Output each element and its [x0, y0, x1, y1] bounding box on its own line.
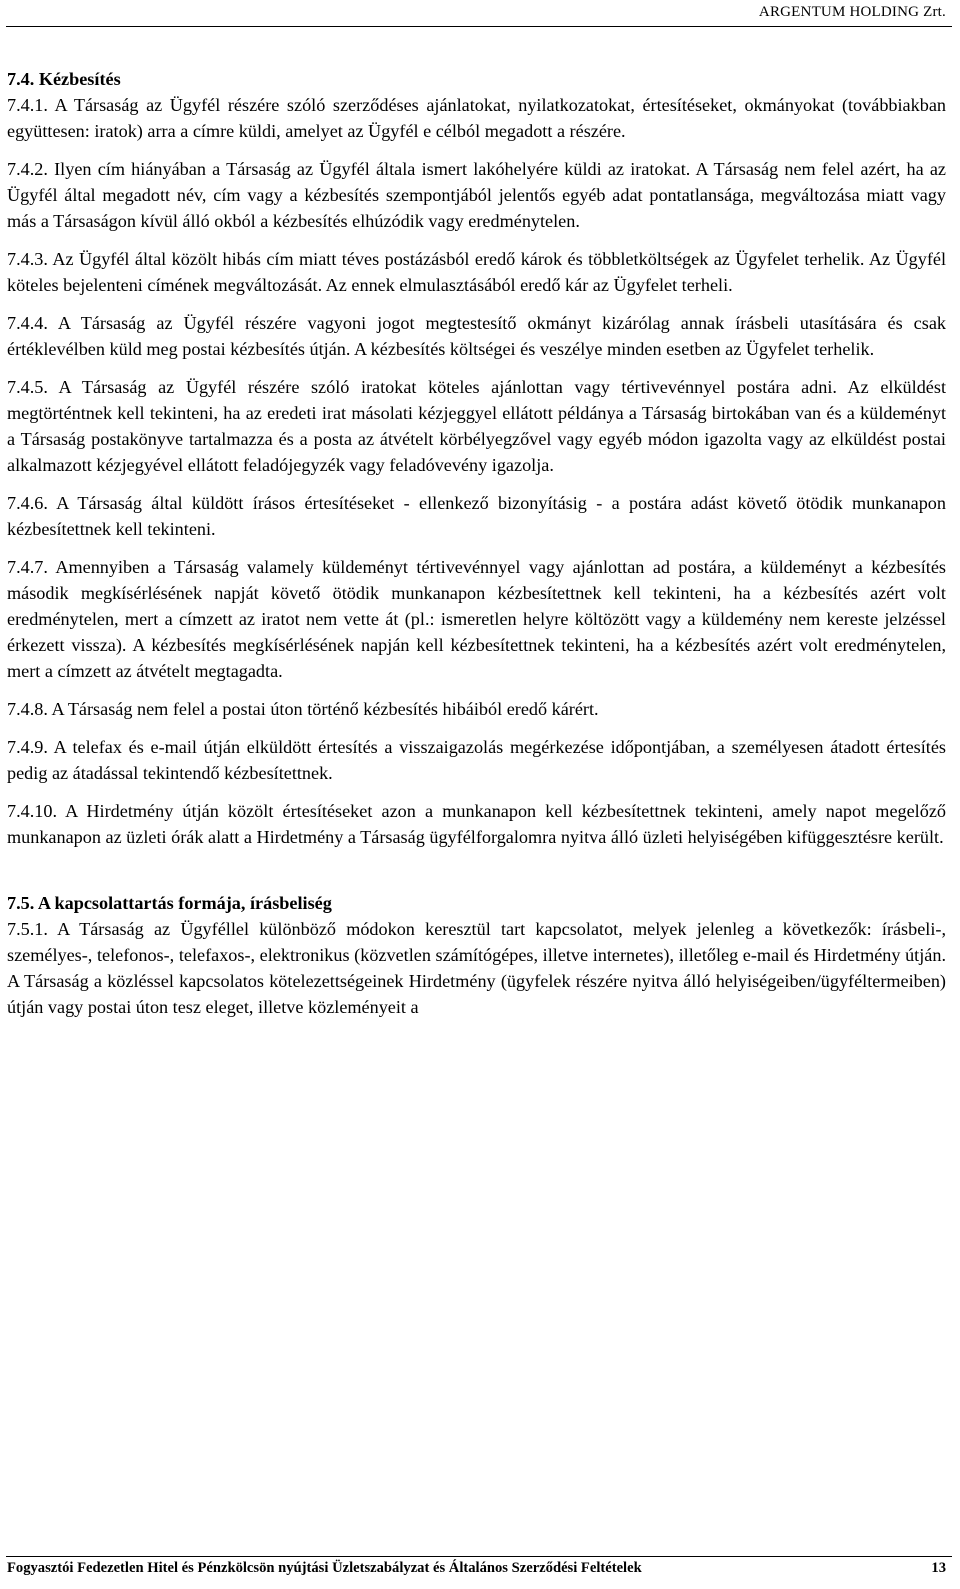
document-body — [7, 66, 946, 1032]
company-name: ARGENTUM HOLDING Zrt. — [758, 4, 946, 20]
page-header — [0, 4, 946, 21]
paragraph-7-4-1: 7.4.1. A Társaság az Ügyfél részére szóló szerződéses ajánlatokat, nyilatkozatokat, értesítéseket, okmányokat (továbbiakban együttesen: iratok) arra a címre küldi, amelyet az Ügyfél e célból megadott a részére. — [7, 95, 946, 141]
paragraph-7-4-8: 7.4.8. A Társaság nem felel a postai úton történő kézbesítés hibáiból eredő kárért. — [7, 699, 599, 719]
paragraph-7-4-3: 7.4.3. Az Ügyfél által közölt hibás cím miatt téves postázásból eredő károk és többletköltségek az Ügyfelet terhelik. Az Ügyfél köteles bejelenteni címének megváltozását. Az ennek elmulasztásából eredő kár az Ügyfelet terheli. — [7, 249, 946, 295]
section-heading-7-4: 7.4. Kézbesítés — [7, 69, 121, 89]
page-number: 13 — [931, 1560, 946, 1576]
paragraph-7-4-4: 7.4.4. A Társaság az Ügyfél részére vagyoni jogot megtestesítő okmányt kizárólag annak írásbeli utasítására és csak értéklevélben küld meg postai kézbesítés útján. A kézbesítés költségei és veszélye minden esetben az Ügyfelet terhelik. — [7, 313, 946, 359]
section-heading-7-5: 7.5. A kapcsolattartás formája, írásbeliség — [7, 893, 332, 913]
footer-divider — [6, 1556, 952, 1557]
header-divider — [6, 26, 952, 27]
paragraph-7-4-10: 7.4.10. A Hirdetmény útján közölt értesítéseket azon a munkanapon kell kézbesítettnek tekinteni, amely napot megelőző munkanapon az üzleti órák alatt a Hirdetmény a Társaság ügyfélforgalomra nyitva álló üzleti helyiségében kifüggesztésre került. — [7, 801, 946, 847]
footer-title: Fogyasztói Fedezetlen Hitel és Pénzkölcsön nyújtási Üzletszabályzat és Általános Szerződési Feltételek — [7, 1560, 642, 1576]
paragraph-7-4-6: 7.4.6. A Társaság által küldött írásos értesítéseket - ellenkező bizonyításig - a postára adást követő ötödik munkanapon kézbesítettnek kell tekinteni. — [7, 493, 946, 539]
paragraph-7-4-7: 7.4.7. Amennyiben a Társaság valamely küldeményt tértivevénnyel vagy ajánlottan ad postára, a küldeményt a kézbesítés második megkísérlésének napját követő ötödik munkanapon kézbesítettnek kell tekinteni, ha a kézbesítés azért volt eredménytelen, mert a címzett az iratot nem vette át (pl.: ismeretlen helyre költözött vagy a küldemény nem kereste jelzéssel érkezett vissza). A kézbesítés megkísérlésének napján kell kézbesítettnek tekinteni, ha a kézbesítés azért volt eredménytelen, mert a címzett az átvételt megtagadta. — [7, 557, 946, 681]
paragraph-7-5-1: 7.5.1. A Társaság az Ügyféllel különböző módokon keresztül tart kapcsolatot, melyek jelenleg a következők: írásbeli-, személyes-, telefonos-, telefaxos-, elektronikus (közvetlen számítógépes, illetve internetes), illetőleg e-mail és Hirdetmény útján. A Társaság a közléssel kapcsolatos kötelezettségeinek Hirdetmény (ügyfelek részére nyitva álló helyiségeiben/ügyféltermeiben) útján vagy postai úton tesz eleget, illetve közleményeit a — [7, 919, 946, 1017]
page-footer — [7, 1560, 946, 1577]
paragraph-7-4-9: 7.4.9. A telefax és e-mail útján elküldött értesítés a visszaigazolás megérkezése időpontjában, a személyesen átadott értesítés pedig az átadással tekintendő kézbesítettnek. — [7, 737, 946, 783]
paragraph-7-4-5: 7.4.5. A Társaság az Ügyfél részére szóló iratokat köteles ajánlottan vagy tértivevénnyel postára adni. Az elküldést megtörténtnek kell tekinteni, ha az eredeti irat másolati kézjeggyel ellátott példánya a Társaság birtokában van és a küldeményt a Társaság postakönyve tartalmazza és a posta az átvételt körbélyegzővel vagy egyéb módon igazolta vagy az elküldést postai alkalmazott kézjegyével ellátott feladójegyzék vagy feladóvevény igazolja. — [7, 377, 946, 475]
paragraph-7-4-2: 7.4.2. Ilyen cím hiányában a Társaság az Ügyfél általa ismert lakóhelyére küldi az iratokat. A Társaság nem felel azért, ha az Ügyfél által megadott név, cím vagy a kézbesítés szempontjából jelentős egyéb adat pontatlansága, megváltozása miatt vagy más a Társaságon kívül álló okból a kézbesítés elhúzódik vagy eredménytelen. — [7, 159, 946, 231]
